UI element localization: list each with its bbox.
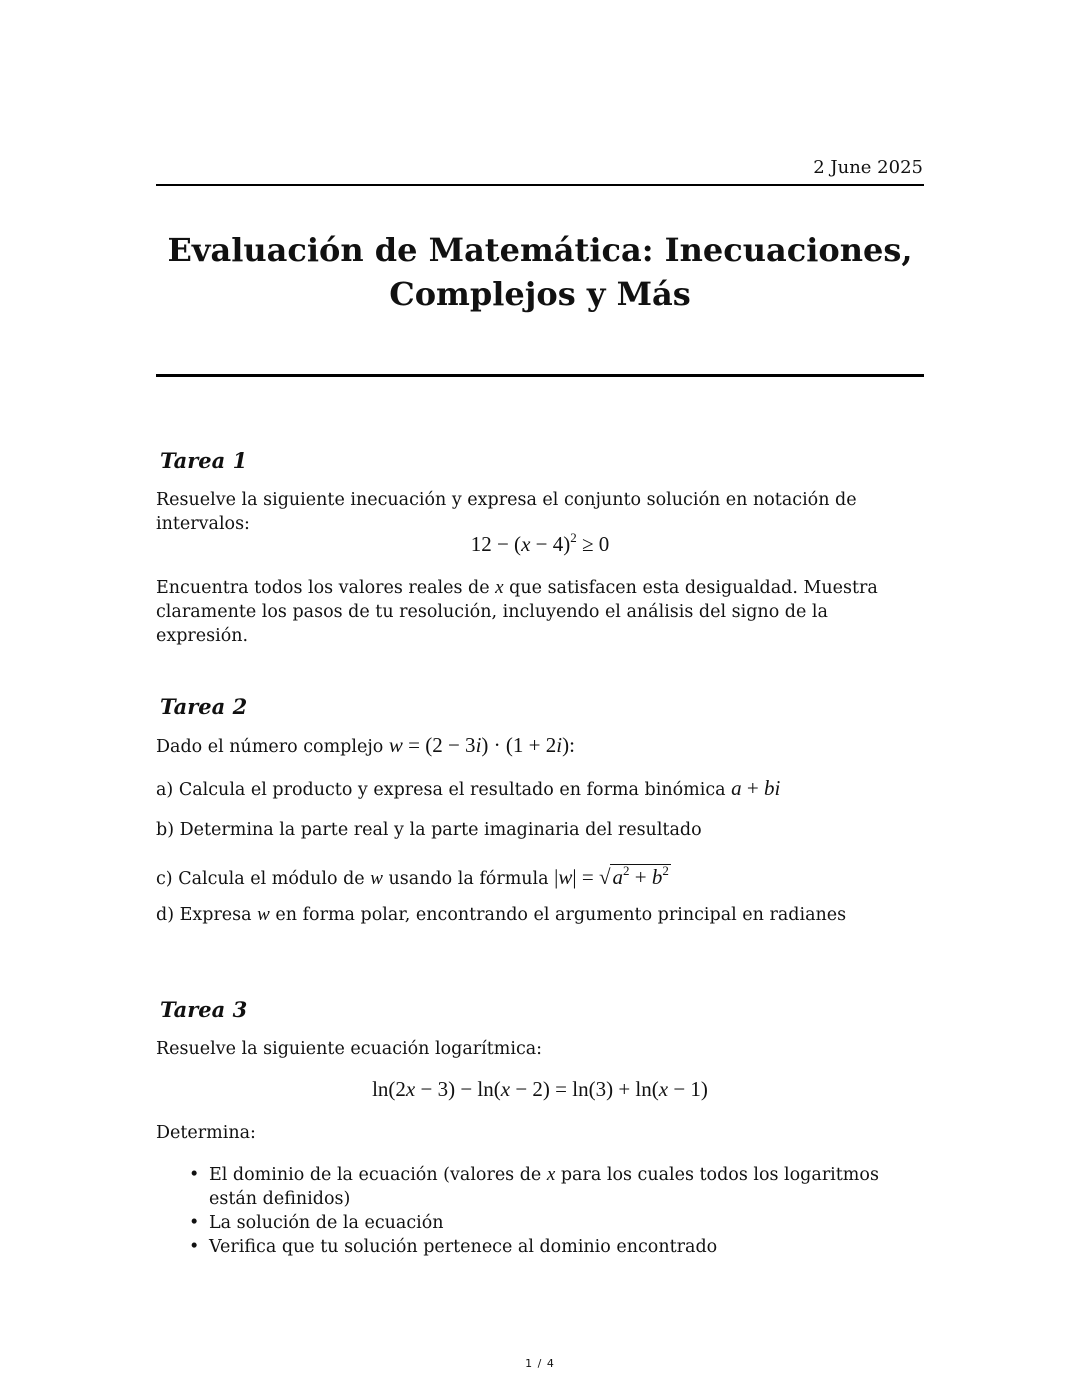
task-1-heading: Tarea 1: [160, 448, 248, 473]
page-title: [156, 228, 924, 316]
title-rule: [156, 374, 924, 377]
bullet-icon: •: [189, 1165, 200, 1185]
bullet-icon: •: [189, 1237, 200, 1257]
task-2-intro: Dado el número complejo w = (2 − 3i) · (1 + 2i):: [156, 733, 575, 757]
task-2-item-a: a) Calcula el producto y expresa el resultado en forma binómica a + bi: [156, 776, 781, 800]
task-2-item-b: b) Determina la parte real y la parte imaginaria del resultado: [156, 820, 702, 840]
task-1-equation: $12 - (x - 4)^2 \ge 0$: [470, 530, 610, 556]
bullet-icon: •: [189, 1213, 200, 1233]
square-root: $√a^2 + b^2$: [598, 863, 669, 889]
task-1-intro: Resuelve la siguiente inecuación y expresa el conjunto solución en notación de intervalos:: [156, 490, 857, 534]
task-3-equation: ln(2x − 3) − ln(x − 2) = ln(3) + ln(x − 1): [372, 1077, 708, 1101]
title-line-1: Evaluación de Matemática: Inecuaciones,: [167, 231, 913, 269]
list-item: • Verifica que tu solución pertenece al dominio encontrado: [189, 1237, 718, 1257]
title-line-2: Complejos y Más: [389, 275, 691, 313]
document-date: 2 June 2025: [813, 157, 923, 178]
task-3-determine-label: Determina:: [156, 1123, 256, 1143]
page-number: 1 / 4: [525, 1357, 555, 1370]
task-2-heading: Tarea 2: [160, 694, 248, 719]
task-3-list: [156, 1163, 924, 1259]
list-item: • El dominio de la ecuación (valores de x para los cuales todos los logaritmos están definidos): [189, 1164, 879, 1209]
task-3-intro: Resuelve la siguiente ecuación logarítmica:: [156, 1039, 543, 1059]
list-item: • La solución de la ecuación: [189, 1213, 444, 1233]
task-2-item-c: c) Calcula el módulo de w usando la fórmula $|w| = √a^2 + b^2$: [156, 859, 924, 891]
task-2-item-d: d) Expresa w en forma polar, encontrando el argumento principal en radianes: [156, 904, 847, 925]
header-rule: [156, 184, 924, 186]
task-1-instructions: Encuentra todos los valores reales de x que satisfacen esta desigualdad. Muestra claramente los pasos de tu resolución, incluyendo el análisis del signo de la expresión.: [156, 577, 878, 646]
task-3-heading: Tarea 3: [160, 997, 248, 1022]
